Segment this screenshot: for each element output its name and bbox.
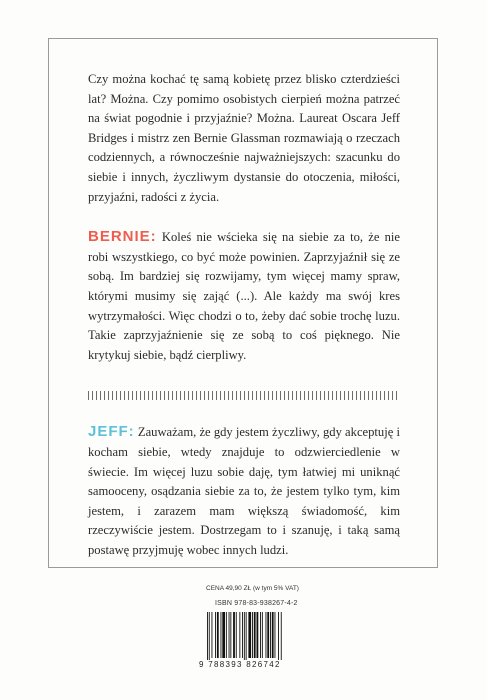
barcode-bar	[236, 612, 237, 658]
barcode-bar	[275, 612, 276, 658]
barcode-bar	[212, 612, 213, 658]
barcode-bar	[267, 612, 269, 658]
dotted-separator	[88, 391, 400, 400]
blurb-text	[88, 70, 400, 560]
jeff-quote	[88, 422, 400, 560]
barcode-bar	[246, 612, 247, 662]
barcode-bar	[272, 612, 274, 658]
barcode-bar	[207, 612, 208, 662]
barcode-bar	[215, 612, 216, 658]
barcode-bar	[248, 612, 251, 658]
barcode-bar	[278, 612, 279, 662]
bernie-quote	[88, 227, 400, 365]
barcode-bar	[281, 612, 282, 662]
barcode-bar	[254, 612, 256, 658]
barcode-bar	[233, 612, 235, 658]
jeff-speaker-label: JEFF:	[88, 423, 135, 441]
barcode-bar	[260, 612, 261, 658]
jeff-quote-text: Zauważam, że gdy jestem życzliwy, gdy akceptuję i kocham siebie, wtedy znajduje to odzwierciedlenie w świecie. Im więcej luzu sobie daję, tym łatwiej mi uniknąć samooceny, osądzania siebie za to, że jestem tylko tym, kim jestem, i zarazem mam większą świadomość, kim rzeczywiście jestem. Dostrzegam to i szanuję, i taką samą postawę przyjmuję wobec innych ludzi.	[88, 425, 400, 557]
barcode-bar	[222, 612, 225, 658]
barcode-bar	[266, 612, 267, 658]
barcode-bar	[252, 612, 253, 658]
bernie-quote-text: Koleś nie wścieka się na siebie za to, że nie robi wszystkiego, co być może powinien. Zaprzyjaźnił się ze sobą. Im bardziej się rozwijamy, tym więcej mamy spraw, którymi musimy się zająć (...). Ale każdy ma swój kres wytrzymałości. Więc chodzi o to, żeby dać sobie trochę luzu. Takie zaprzyjaźnienie się ze sobą to coś pięknego. Nie krytykuj siebie, bądź cierpliwy.	[88, 230, 401, 362]
barcode-bar	[257, 612, 259, 658]
barcode-bar	[244, 612, 245, 662]
barcode-digits: 9 788393 826742	[198, 660, 317, 669]
intro-paragraph: Czy można kochać tę samą kobietę przez blisko czterdzieści lat? Można. Czy pomimo osobistych cierpień można patrzeć na świat pogodnie i przyjaźnie? Można. Laureat Oscara Jeff Bridges i mistrz zen Bernie Glassman rozmawiają o rzeczach codziennych, a równocześnie najważniejszych: szacunku do siebie i innych, życzliwym dystansie do otoczenia, miłości, przyjaźni, radości z życia.	[88, 72, 400, 204]
barcode-bar	[242, 612, 243, 658]
barcode-bar	[262, 612, 263, 658]
barcode-bar	[229, 612, 230, 658]
price-label: CENA 49,90 ZŁ (w tym 5% VAT)	[206, 585, 299, 592]
barcode-bar	[221, 612, 222, 658]
isbn-label: ISBN 978-83-938267-4-2	[215, 600, 298, 607]
barcode-bars	[205, 612, 310, 662]
barcode-bar	[239, 612, 240, 658]
barcode-bar	[270, 612, 271, 658]
barcode-bar	[230, 612, 231, 658]
barcode-bar	[209, 612, 210, 662]
barcode-bar	[217, 612, 219, 658]
barcode-bar	[226, 612, 227, 658]
bernie-speaker-label: BERNIE:	[88, 228, 157, 246]
